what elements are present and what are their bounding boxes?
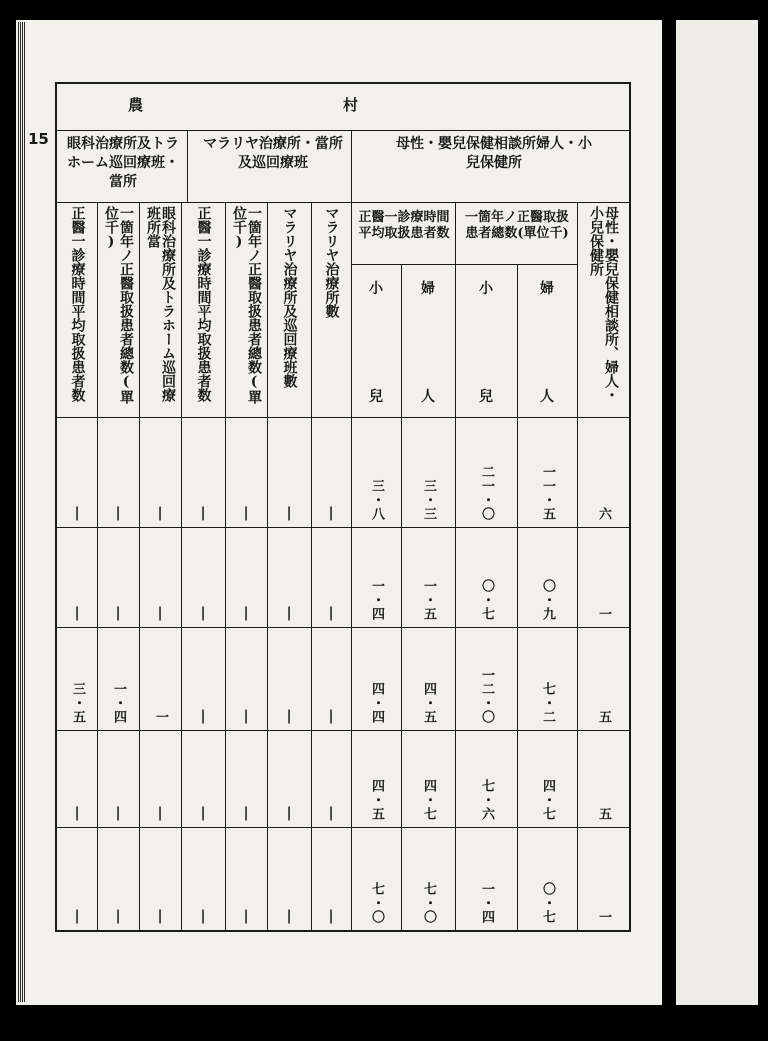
section-title: 農村 xyxy=(127,96,558,114)
table-cell: 〇・七 xyxy=(479,579,494,621)
column-header: マラリヤ治療所及巡回療班數 xyxy=(281,206,298,388)
header-group-maternal: 母性・嬰兒保健相談所婦人・小兒保健所 xyxy=(396,136,592,171)
table-cell: | xyxy=(286,805,292,821)
table-cell: | xyxy=(200,805,206,821)
table-cell: 三・五 xyxy=(70,682,85,724)
table-cell: | xyxy=(115,505,121,521)
table-cell: | xyxy=(157,908,163,924)
table-cell: | xyxy=(74,805,80,821)
table-cell: | xyxy=(74,908,80,924)
table-cell: 〇・七 xyxy=(540,882,555,924)
column-header: 一箇年ノ正醫取扱患者總数(單位千) xyxy=(231,206,262,404)
column-header xyxy=(517,272,577,412)
table-cell: | xyxy=(243,505,249,521)
column-header: 正醫一診療時間平均取扱患者数 xyxy=(195,206,212,402)
column-header: 正醫一診療時間平均取扱患者数 xyxy=(69,206,86,402)
table-cell: | xyxy=(74,505,80,521)
table-cell: 一一・五 xyxy=(540,465,555,521)
table-cell: 四・五 xyxy=(369,779,384,821)
table-cell: 二一・〇 xyxy=(479,465,494,521)
table-cell: | xyxy=(286,505,292,521)
table-border-right xyxy=(629,82,631,932)
subheader-consult-time: 正醫一診療時間平均取扱患者数 xyxy=(358,210,450,241)
table-cell: 一・四 xyxy=(369,579,384,621)
table-cell: | xyxy=(157,805,163,821)
table-cell: | xyxy=(243,805,249,821)
unit-label-top: 小 xyxy=(369,281,383,297)
table-cell: | xyxy=(200,708,206,724)
table-cell: 四・七 xyxy=(421,779,436,821)
table-cell: | xyxy=(286,605,292,621)
table-border-bottom xyxy=(55,930,631,932)
table-cell: | xyxy=(74,605,80,621)
table-cell: 一 xyxy=(153,710,168,724)
table-cell: 一・四 xyxy=(479,882,494,924)
unit-label-bottom: 兒 xyxy=(369,389,383,405)
table-cell: | xyxy=(328,805,334,821)
table-cell: | xyxy=(286,708,292,724)
group-rule xyxy=(187,130,188,202)
header-rule xyxy=(55,202,631,203)
table-cell: | xyxy=(243,708,249,724)
page-number: 15 xyxy=(28,130,49,148)
unit-label-bottom: 人 xyxy=(540,389,554,405)
table-cell: 四・四 xyxy=(369,682,384,724)
table-cell: 一 xyxy=(596,607,611,621)
table-cell: | xyxy=(200,605,206,621)
table-cell: | xyxy=(328,505,334,521)
column-header xyxy=(351,272,401,412)
column-header: 眼科治療所及トラホーム巡回療班所當 xyxy=(145,206,176,402)
table-cell: | xyxy=(200,505,206,521)
subheader-annual-patients: 一箇年ノ正醫取扱患者總数(單位千) xyxy=(464,210,569,241)
table-cell: 七・二 xyxy=(540,682,555,724)
column-header: 一箇年ノ正醫取扱患者總数(單位千) xyxy=(103,206,134,404)
column-header xyxy=(455,272,517,412)
header-group-malaria: マラリヤ治療所・當所及巡回療班 xyxy=(203,136,343,171)
table-cell: | xyxy=(157,605,163,621)
table-cell: | xyxy=(328,908,334,924)
table-cell: 一・四 xyxy=(111,682,126,724)
table-cell: 〇・九 xyxy=(540,579,555,621)
table-cell: 五 xyxy=(596,807,611,821)
unit-label-top: 婦 xyxy=(421,281,435,297)
table-cell: | xyxy=(243,605,249,621)
unit-label-bottom: 人 xyxy=(421,389,435,405)
table-cell: 三・三 xyxy=(421,479,436,521)
table-cell: 六 xyxy=(596,507,611,521)
table-cell: | xyxy=(286,908,292,924)
table-cell: | xyxy=(328,605,334,621)
unit-label-bottom: 兒 xyxy=(479,389,493,405)
table-cell: 七・〇 xyxy=(421,882,436,924)
table-cell: | xyxy=(328,708,334,724)
adjacent-page-strip xyxy=(676,20,758,1005)
column-header: マラリヤ治療所數 xyxy=(323,206,340,318)
column-header: 母性・嬰兒保健相談所、婦人・小兒保健所 xyxy=(588,206,619,402)
table-cell: 一 xyxy=(596,910,611,924)
table-cell: 四・七 xyxy=(540,779,555,821)
table-cell: 一・五 xyxy=(421,579,436,621)
table-cell: 四・五 xyxy=(421,682,436,724)
table-cell: | xyxy=(115,605,121,621)
table-cell: | xyxy=(243,908,249,924)
unit-label-top: 婦 xyxy=(540,281,554,297)
table-cell: | xyxy=(115,908,121,924)
table-cell: 七・六 xyxy=(479,779,494,821)
section-title-rule xyxy=(55,130,631,131)
table-cell: 七・〇 xyxy=(369,882,384,924)
table-cell: | xyxy=(115,805,121,821)
table-cell: 三・八 xyxy=(369,479,384,521)
table-cell: | xyxy=(157,505,163,521)
header-group-eye-clinic: 眼科治療所及トラホーム巡回療班・當所 xyxy=(67,136,179,190)
table-cell: | xyxy=(200,908,206,924)
table-cell: 五 xyxy=(596,710,611,724)
table-cell: 一二・〇 xyxy=(479,668,494,724)
column-header xyxy=(401,272,455,412)
group-rule xyxy=(351,130,352,202)
unit-label-top: 小 xyxy=(479,281,493,297)
table-border-top xyxy=(55,82,631,84)
binding-edge xyxy=(18,22,25,1002)
subheader-rule-1 xyxy=(351,264,577,265)
